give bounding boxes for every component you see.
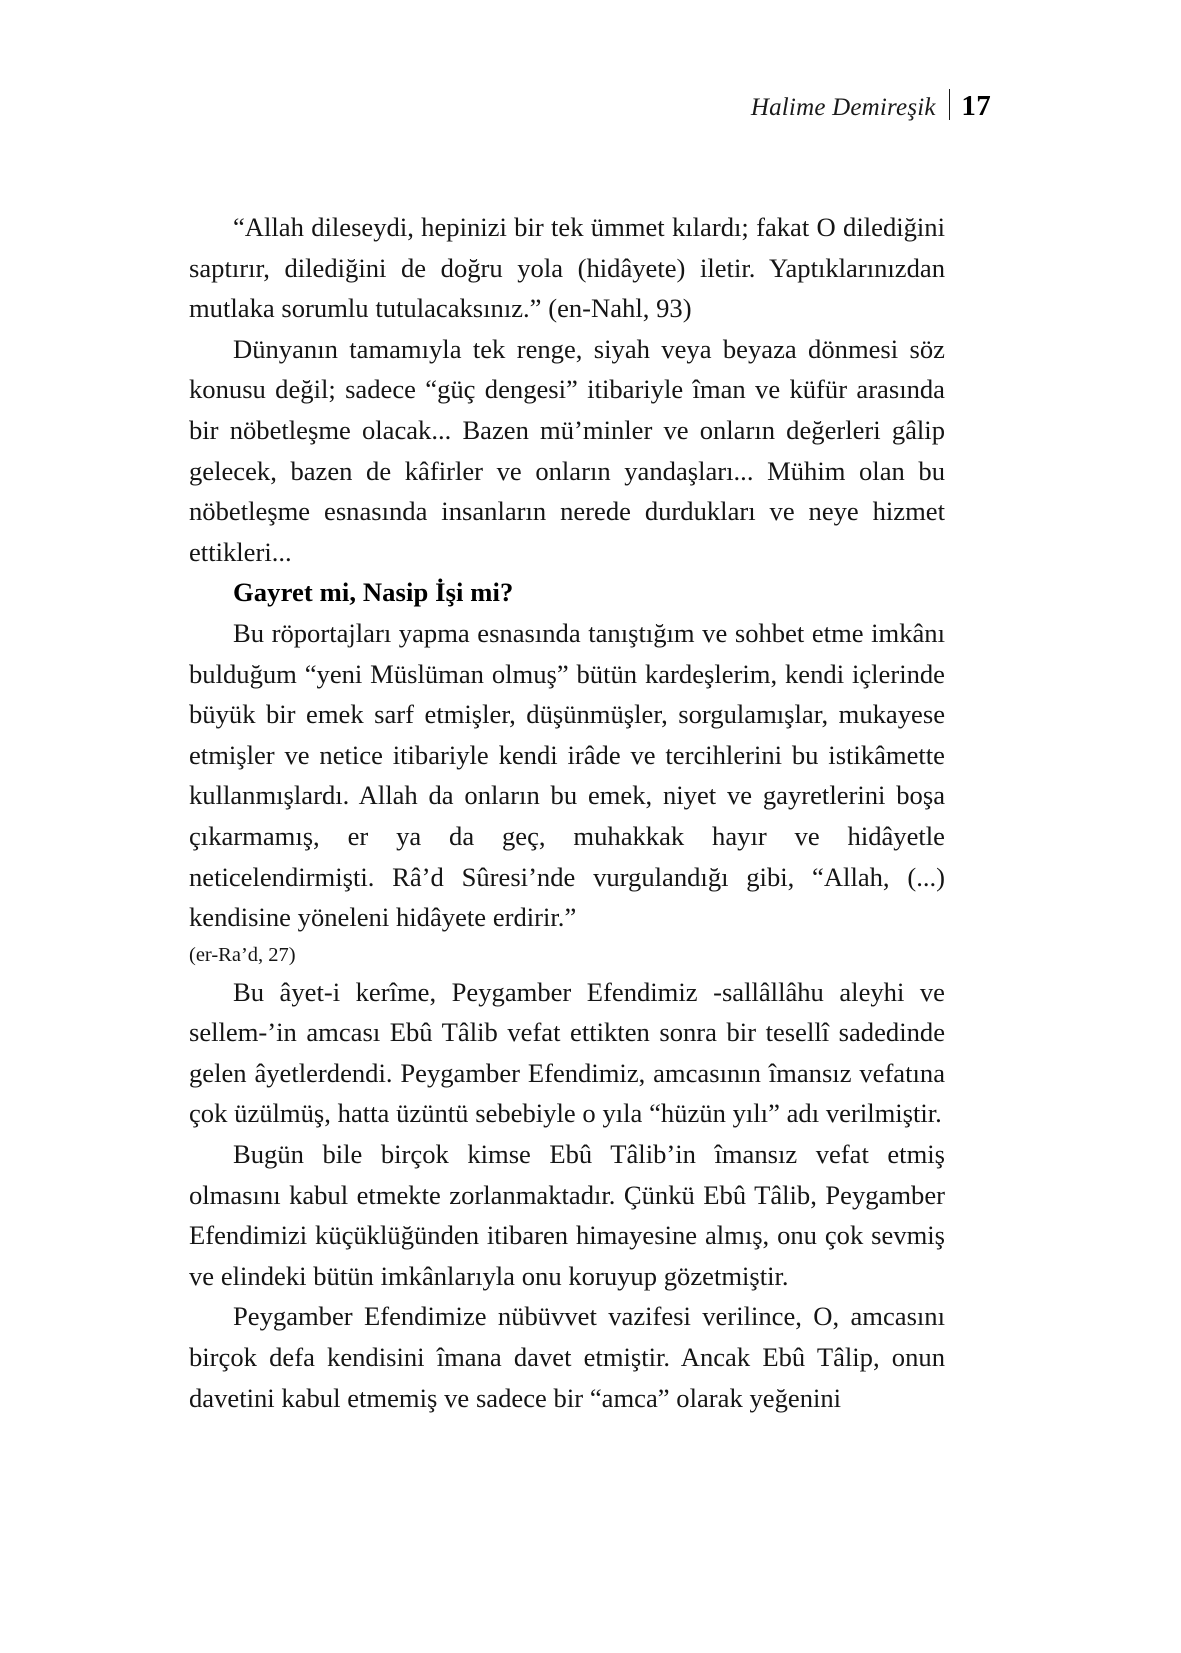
quran-reference-errad: (er-Ra’d, 27) bbox=[189, 943, 296, 966]
paragraph-dunyanin-tamamiyla: Dünyanın tamamıyla tek renge, siyah veya beyaza dönmesi söz konusu değil; sadece “güç dengesi” itibariyle îman ve küfür arasında bir nöbetleşme olacak... Bazen mü’minler ve onların değerleri gâlip gelecek, bazen de kâfirler ve onların yandaşları... Mühim olan bu nöbetleşme esnasında insanların nerede durdukları ve neye hizmet ettikleri... bbox=[189, 333, 945, 567]
paragraph-bu-roportajlari: Bu röportajları yapma esnasında tanıştığım ve sohbet etme imkânı bulduğum “yeni Müslüman olmuş” bütün kardeşlerim, kendi içlerinde büyük bir emek sarf etmişler, düşünmüşler, sorgulamışlar, mukayese etmişler ve netice itibariyle kendi irâde ve tercihlerini bu istikâmette kullanmışlardı. Allah da onların bu emek, niyet ve gayretlerini boşa çıkarmamış, er ya da geç, muhakkak hayır ve hidâyetle neticelendirmişti. Râ’d Sûresi’nde vurgulandığı gibi, “Allah, (...) kendisine yöneleni hidâyete erdirir.” bbox=[189, 617, 945, 933]
body-text-block bbox=[189, 207, 945, 1418]
section-subheading: Gayret mi, Nasip İşi mi? bbox=[233, 577, 514, 608]
paragraph-peygamber-efendimize: Peygamber Efendimize nübüvvet vazifesi verilince, O, amcasını birçok defa kendisini îmana davet etmiştir. Ancak Ebû Tâlip, onun davetini kabul etmemiş ve sadece bir “amca” olarak yeğenini bbox=[189, 1301, 945, 1413]
paragraph-bugun-bile: Bugün bile birçok kimse Ebû Tâlib’in îmansız vefat etmiş olmasını kabul etmekte zorlanmaktadır. Çünkü Ebû Tâlib, Peygamber Efendimizi küçüklüğünden itibaren himayesine almış, onu çok sevmiş ve elindeki bütün imkânlarıyla onu koruyup gözetmiştir. bbox=[189, 1139, 945, 1291]
paragraph-bu-ayet-i-kerime: Bu âyet-i kerîme, Peygamber Efendimiz -sallâllâhu aleyhi ve sellem-’in amcası Ebû Tâlib vefat ettikten sonra bir tesellî sadedinde gelen âyetlerdendi. Peygamber Efendimiz, amcasının îmansız vefatına çok üzülmüş, hatta üzüntü sebebiyle o yıla “hüzün yılı” adı verilmiştir. bbox=[189, 976, 945, 1129]
running-header bbox=[190, 84, 991, 130]
paragraph-quote-nahl: “Allah dileseydi, hepinizi bir tek ümmet kılardı; fakat O dilediğini saptırır, dilediğini de doğru yola (hidâyete) iletir. Yaptıklarınızdan mutlaka sorumlu tutulacaksınız.” (en-Nahl, 93) bbox=[189, 212, 945, 324]
header-divider-rule bbox=[949, 89, 951, 120]
header-author-name: Halime Demireşik bbox=[750, 94, 936, 121]
page-number: 17 bbox=[961, 90, 991, 122]
